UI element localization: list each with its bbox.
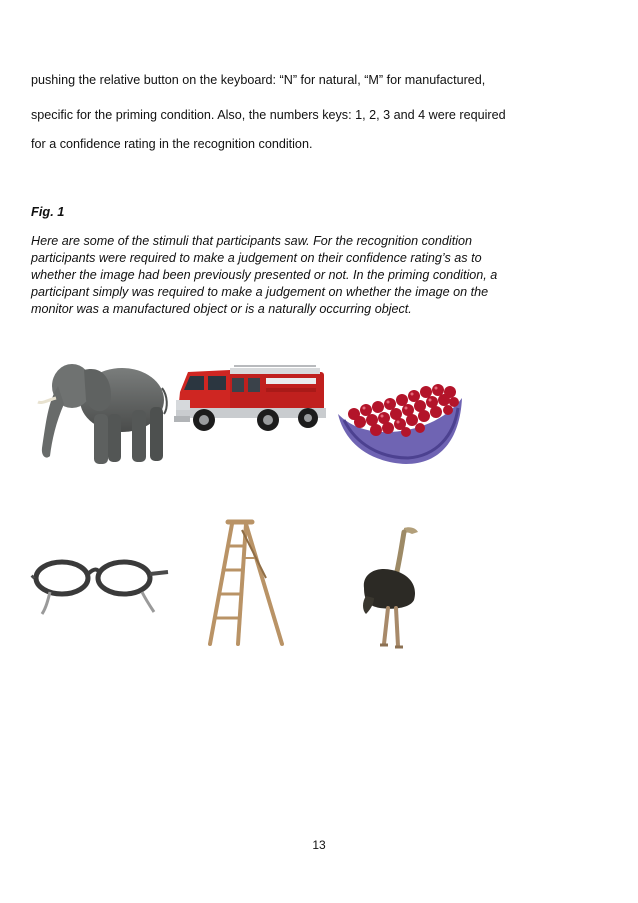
- cranberries-bowl-image: [336, 380, 466, 466]
- caption-line: whether the image had been previously presented or not. In the priming condition, a: [31, 268, 498, 282]
- figure-label: Fig. 1: [31, 204, 65, 219]
- ostrich-image: [358, 524, 422, 652]
- eyeglasses-image: [30, 554, 170, 618]
- page-number: 13: [312, 838, 326, 852]
- caption-line: participants were required to make a judgement on their confidence rating’s as to: [31, 251, 482, 265]
- body-text-line-2: specific for the priming condition. Also, the numbers keys: 1, 2, 3 and 4 were required: [31, 108, 506, 122]
- figure-caption: [31, 233, 531, 318]
- caption-line: monitor was a manufactured object or is a naturally occurring object.: [31, 302, 412, 316]
- ladder-image: [206, 518, 286, 650]
- caption-line: Here are some of the stimuli that participants saw. For the recognition condition: [31, 234, 473, 248]
- body-text-line-1: pushing the relative button on the keyboard: “N” for natural, “M” for manufactured,: [31, 73, 486, 87]
- caption-line: participant simply was required to make a judgement on whether the image on the: [31, 285, 489, 299]
- elephant-image: [34, 352, 172, 470]
- fire-truck-image: [174, 364, 328, 436]
- body-text-line-3: for a confidence rating in the recognition condition.: [31, 137, 313, 151]
